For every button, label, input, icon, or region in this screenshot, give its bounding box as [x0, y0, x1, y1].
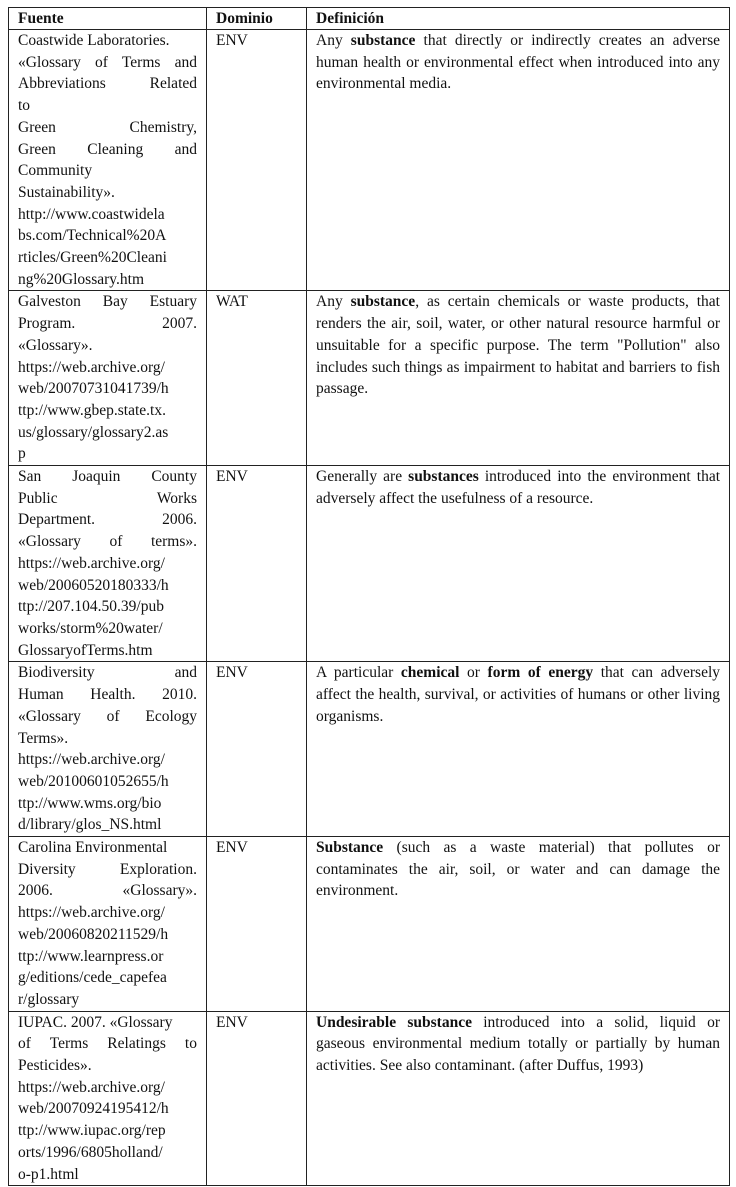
source-line: Pesticides».: [18, 1057, 92, 1075]
definition-bold-term: substance: [350, 293, 416, 311]
source-line: p: [18, 445, 26, 463]
source-line: https://web.archive.org/: [18, 554, 165, 572]
source-line: Diversity Exploration.: [18, 860, 197, 878]
source-line: https://web.archive.org/: [18, 904, 165, 922]
table-row: [9, 1011, 730, 1186]
source-line: web/20070731041739/h: [18, 380, 169, 398]
source-line: https://web.archive.org/: [18, 1078, 165, 1096]
source-line: ttp://www.iupac.org/rep: [18, 1122, 166, 1140]
source-line: GlossaryofTerms.htm: [18, 641, 153, 659]
domain-cell: WAT: [207, 291, 307, 466]
source-line: Carolina Environmental: [18, 839, 168, 857]
table-row: [9, 466, 730, 662]
definition-bold-term: substances: [408, 468, 479, 486]
source-line: Abbreviations Related: [18, 75, 197, 93]
source-line: «Glossary of terms».: [18, 533, 197, 551]
definition-cell: [307, 291, 730, 466]
source-line: Green Cleaning and: [18, 140, 197, 158]
table-row: [9, 662, 730, 837]
source-line: ttp://www.gbep.state.tx.: [18, 401, 166, 419]
definition-bold-term: Undesirable substance: [316, 1013, 472, 1031]
source-line: Terms».: [18, 729, 69, 747]
source-line: g/editions/cede_capefea: [18, 969, 167, 987]
source-line: us/glossary/glossary2.as: [18, 423, 169, 441]
header-dominio: Dominio: [207, 8, 307, 30]
source-line: ng%20Glossary.htm: [18, 270, 144, 288]
source-line: Public Works: [18, 489, 197, 507]
source-cell: [9, 30, 207, 291]
header-definicion: Definición: [307, 8, 730, 30]
definition-bold-term: Substance: [316, 839, 384, 857]
definition-text: introduced into a solid, liquid or gaseous environmental medium totally or partially by human activities. See also contaminant. (after Duffus, 1993): [316, 1013, 720, 1075]
source-line: Department. 2006.: [18, 511, 197, 529]
source-line: http://www.coastwidela: [18, 205, 165, 223]
domain-cell: ENV: [207, 1011, 307, 1186]
source-line: web/20060820211529/h: [18, 925, 169, 943]
source-line: «Glossary of Terms and: [18, 53, 197, 71]
definition-bold-term: substance: [350, 32, 416, 49]
source-line: «Glossary».: [18, 336, 93, 354]
definition-text: Any: [316, 32, 351, 49]
domain-cell: ENV: [207, 662, 307, 837]
domain-cell: ENV: [207, 837, 307, 1012]
source-line: 2006. «Glossary».: [18, 882, 197, 900]
table-body: [9, 30, 730, 1186]
definition-text: introduced into the environment that adversely affect the usefulness of a resource.: [316, 468, 721, 507]
definition-cell: [307, 466, 730, 662]
source-line: works/storm%20water/: [18, 619, 163, 637]
source-line: to: [18, 97, 31, 115]
header-row: [9, 8, 730, 30]
source-cell: [9, 466, 207, 662]
source-line: orts/1996/6805holland/: [18, 1143, 163, 1161]
source-line: ttp://www.wms.org/bio: [18, 794, 162, 812]
definition-bold-term: form of energy: [487, 664, 594, 682]
source-line: ttp://www.learnpress.or: [18, 947, 164, 965]
source-line: bs.com/Technical%20A: [18, 227, 167, 245]
source-line: Biodiversity and: [18, 664, 197, 682]
domain-cell: ENV: [207, 30, 307, 291]
domain-cell: ENV: [207, 466, 307, 662]
source-line: web/20100601052655/h: [18, 772, 169, 790]
source-line: web/20070924195412/h: [18, 1100, 169, 1118]
source-line: Coastwide Laboratories.: [18, 32, 170, 49]
glossary-table: [8, 7, 730, 1186]
definition-text: that directly or indirectly creates an adverse human health or environmental effect when introduced into any environmental media.: [316, 32, 720, 93]
header-fuente: Fuente: [9, 8, 207, 30]
source-line: Human Health. 2010.: [18, 686, 197, 704]
source-line: r/glossary: [18, 990, 80, 1008]
definition-text: Any: [316, 293, 351, 311]
table-row: [9, 837, 730, 1012]
definition-cell: [307, 662, 730, 837]
source-line: ttp://207.104.50.39/pub: [18, 598, 164, 616]
definition-text: Generally are: [316, 468, 409, 486]
definition-text: (such as a waste material) that pollutes or contaminates the air, soil, or water and can damage the environment.: [316, 839, 720, 900]
definition-cell: [307, 1011, 730, 1186]
table-row: [9, 291, 730, 466]
source-line: https://web.archive.org/: [18, 358, 165, 376]
source-line: d/library/glos_NS.html: [18, 816, 162, 834]
source-cell: [9, 662, 207, 837]
definition-text: that can adversely affect the health, survival, or activities of humans or other living organisms.: [316, 664, 721, 725]
definition-cell: [307, 30, 730, 291]
source-cell: [9, 1011, 207, 1186]
definition-text: or: [459, 664, 488, 682]
source-line: Community: [18, 162, 93, 180]
source-cell: [9, 837, 207, 1012]
source-line: Sustainability».: [18, 183, 115, 201]
definition-cell: [307, 837, 730, 1012]
source-line: rticles/Green%20Cleani: [18, 249, 167, 267]
source-line: Galveston Bay Estuary: [18, 293, 197, 311]
source-line: o-p1.html: [18, 1165, 79, 1183]
source-line: https://web.archive.org/: [18, 751, 165, 769]
definition-text: A particular: [316, 664, 401, 682]
source-line: San Joaquin County: [18, 468, 197, 486]
source-line: «Glossary of Ecology: [18, 707, 197, 725]
source-line: of Terms Relatings to: [18, 1035, 197, 1053]
table-row: [9, 30, 730, 291]
definition-bold-term: chemical: [400, 664, 460, 682]
source-line: Program. 2007.: [18, 315, 197, 333]
definition-text: , as certain chemicals or waste products, that renders the air, soil, water, or other natural resource harmful or unsuitable for a specific purpose. The term "Pollution" also includes such things as impairment to habitat and barriers to fish passage.: [316, 293, 720, 398]
source-line: web/20060520180333/h: [18, 576, 169, 594]
source-line: IUPAC. 2007. «Glossary: [18, 1013, 173, 1031]
source-line: Green Chemistry,: [18, 118, 197, 136]
source-cell: [9, 291, 207, 466]
